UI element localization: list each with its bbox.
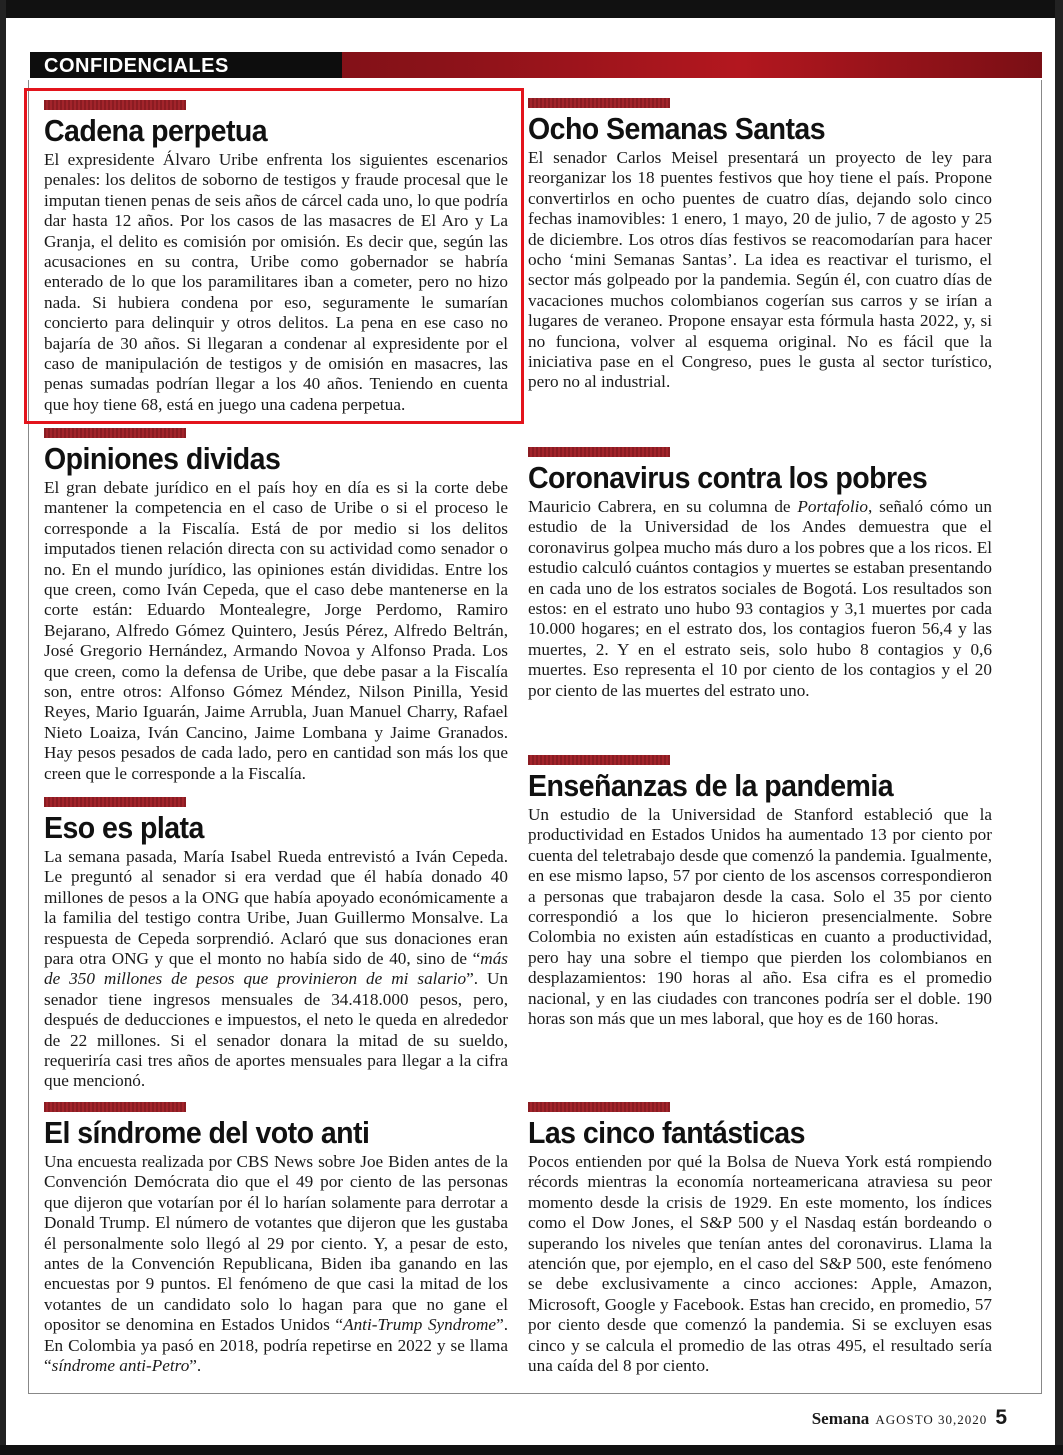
article-body: Un estudio de la Universidad de Stanford estableció que la productividad en Estados Unidos ha aumentado 13 por ciento por cuenta del teletrabajo desde que comenzó la pandemia. Igualmente, en ese mismo lapso, 57 por ciento de los ascensos correspondieron a personas que trabajaron desde la casa. Solo el 35 por ciento correspondió a los que lo hicieron presencialmente. Sobre Colombia no existen aún estadísticas en cuanto a productividad, pero hay una sobre el tiempo que pierden los colombianos en desplazamientos: 190 horas al año. Esa cifra es el promedio nacional, y en las ciudades con trancones podría ser el doble. 190 horas son más que un mes laboral, que hoy es de 160 horas.: [528, 805, 992, 1029]
page-number: 5: [995, 1406, 1007, 1429]
article-accent-bar: [528, 447, 670, 457]
scan-border-top: [0, 0, 1063, 18]
article-title: Las cinco fantásticas: [528, 1115, 805, 1150]
article-ensenanzas-pandemia: [528, 755, 992, 1029]
article-accent-bar: [44, 428, 186, 438]
body-quote: más de 350 millones de pesos que provinieron de mi salario: [44, 949, 508, 989]
article-title: El síndrome del voto anti: [44, 1115, 370, 1150]
article-body: [44, 847, 508, 1092]
article-body: [44, 1152, 508, 1376]
scan-border-bottom: [0, 1445, 1063, 1455]
article-body: Pocos entienden por qué la Bolsa de Nueva York está rompiendo récords mientras la economía norteamericana atraviesa su peor momento desde la crisis de 1929. En este momento, los índices como el Dow Jones, el S&P 500 y el Nasdaq están bordeando o superando los niveles que tenían antes del coronavirus. Llama la atención que, por ejemplo, en el caso del S&P 500, este fenómeno se debe exclusivamente a cinco acciones: Apple, Amazon, Microsoft, Google y Facebook. Estas han crecido, en promedio, 57 por ciento desde que comenzó la pandemia. Si se excluyen esas cinco y se calcula el promedio de las otras 495, el resultado sería una caída del 8 por ciento.: [528, 1152, 992, 1376]
article-title: Opiniones dividas: [44, 441, 281, 476]
article-body: El gran debate jurídico en el país hoy en día es si la corte debe mantener la competencia en el caso de Uribe o si el proceso le corresponde a la Fiscalía. Está de por medio si los delitos imputados tienen relación directa con su actividad como senador o no. En el mundo jurídico, las opiniones están divididas. Entre los que creen, como Iván Cepeda, que el caso debe mantenerse en la corte están: Eduardo Montealegre, Jorge Perdomo, Ramiro Bejarano, Alfredo Gómez Quintero, Jesús Pérez, Alfredo Beltrán, José Gregorio Hernández, Armando Novoa y Alfonso Prada. Los que creen, como la defensa de Uribe, que debe pasar a la Fiscalía son, entre otros: Alfonso Gómez Méndez, Nilson Pinilla, Yesid Reyes, Mario Iguarán, Jaime Arrubla, Juan Manuel Charry, Rafael Nieto Loaiza, Iván Cancino, Jaime Lombana y Jaime Granados. Hay pesos pesados de cada lado, pero en cantidad son más los que creen que le corresponde a la Fiscalía.: [44, 478, 508, 783]
article-eso-es-plata: [44, 797, 508, 1092]
article-body: [528, 497, 992, 701]
article-accent-bar: [528, 98, 670, 108]
article-body: El expresidente Álvaro Uribe enfrenta los siguientes escenarios penales: los delitos de soborno de testigos y fraude procesal que le imputan tienen penas de seis años de cárcel cada uno, lo que podría dar hasta 12 años. Por los casos de las masacres de El Aro y La Granja, el delito es comisión por omisión. Es decir que, según las acusaciones en su contra, Uribe como gobernador se habría enterado de lo que los paramilitares iban a cometer, pero no hizo nada. Si hubiera condena por eso, seguramente le sumarían concierto para delinquir y otros delitos. La pena en ese caso no bajaría de 30 años. Si llegaran a condenar al expresidente por el caso de manipulación de testigos y de omisión en masacres, las penas sumadas podrían llegar a los 40 años. Teniendo en cuenta que hoy tiene 68, está en juego una cadena perpetua.: [44, 150, 508, 414]
article-opiniones-dividas: [44, 428, 508, 784]
section-header-label: CONFIDENCIALES: [44, 55, 229, 77]
body-quote: Anti-Trump Syndrome: [343, 1315, 497, 1335]
scan-border-right: [1055, 0, 1063, 1455]
body-text: Mauricio Cabrera, en su columna de: [528, 497, 798, 516]
article-body: El senador Carlos Meisel presentará un proyecto de ley para reorganizar los 18 puentes festivos que hoy tiene el país. Propone convertirlos en ocho puentes de cuatro días, dejando solo cinco fechas inamovibles: 1 enero, 1 mayo, 20 de julio, 7 de agosto y 25 de diciembre. Los otros días festivos se reacomodarían para hacer ocho ‘mini Semanas Santas’. La idea es reactivar el turismo, el sector más golpeado por la pandemia. Según él, con cuatro días de vacaciones muchos colombianos cogerían sus carros y se irían a lugares de veraneo. Propone ensayar esta fórmula hasta 2022, y, si no funciona, volver al esquema original. No es fácil que la iniciativa pase en el Congreso, pues le gusta al sector turístico, pero no al industrial.: [528, 148, 992, 392]
body-text: , señaló cómo un estudio de la Universidad de los Andes demuestra que el coronavirus golpea mucho más duro a los pobres que a los ricos. El estudio calculó cuántos contagios y muertes se estaban presentando en cada uno de los estratos sociales de Bogotá. Los resultados son estos: en el estrato uno hubo 93 contagios y 3,1 muertes por cada 10.000 hogares; en el estrato dos, los contagios fueron 56,4 y las muertes, 2. Y en el estrato seis, solo hubo 8 contagios y 0,6 muertes. Eso representa el 10 por ciento de los contagios y el 20 por ciento de las muertes del estrato uno.: [528, 497, 992, 700]
body-publication: Portafolio: [797, 497, 869, 516]
article-accent-bar: [528, 755, 670, 765]
article-ocho-semanas-santas: [528, 98, 992, 393]
article-title: Ocho Semanas Santas: [528, 111, 826, 146]
article-accent-bar: [44, 797, 186, 807]
body-text: ”. Un senador tiene ingresos mensuales de 34.418.000 pesos, pero, después de deducciones e impuestos, el neto le queda en alrededor de 22 millones. Si el senador donara la mitad de su sueldo, requeriría casi tres años de aportes mensuales para llegar a la cifra que mencionó.: [44, 969, 508, 1091]
body-text: Una encuesta realizada por CBS News sobre Joe Biden antes de la Convención Demócrata dio que el 49 por ciento de las personas que dijeron que votarían por él lo harían solamente para derrotar a Donald Trump. El número de votantes que dijeron que les gustaba él personalmente solo llegó al 29 por ciento. Y, a pesar de esto, antes de la Convención Republicana, Biden iba ganando en las encuestas por 9 puntos. El fenómeno de que casi la mitad de los votantes de un candidato solo lo hagan para que no gane el opositor se denomina en Estados Unidos “: [44, 1152, 508, 1335]
page-footer: [812, 1406, 1007, 1430]
highlight-box: [24, 88, 524, 424]
body-text: ”.: [189, 1356, 202, 1376]
magazine-name: Semana: [811, 1409, 870, 1428]
article-title: Eso es plata: [44, 810, 204, 845]
article-title: Coronavirus contra los pobres: [528, 460, 928, 495]
article-coronavirus-pobres: [528, 447, 992, 701]
article-sindrome-voto-anti: [44, 1102, 508, 1376]
body-text: ”. En Colombia ya pasó en 2018, podría repetirse en 2022 y se llama “: [44, 1315, 508, 1376]
article-accent-bar: [44, 1102, 186, 1112]
article-cinco-fantasticas: [528, 1102, 992, 1376]
article-title: Enseñanzas de la pandemia: [528, 768, 894, 803]
article-accent-bar: [528, 1102, 670, 1112]
scan-border-left: [0, 0, 6, 1455]
article-title: Cadena perpetua: [44, 113, 268, 148]
body-text: La semana pasada, María Isabel Rueda entrevistó a Iván Cepeda. Le preguntó al senador si era verdad que él había donado 40 millones de pesos a la ONG que había apoyado económicamente a la familia del testigo contra Uribe, Juan Guillermo Monsalve. La respuesta de Cepeda sorprendió. Aclaró que sus donaciones eran para otra ONG y que el monto no había sido de 40, sino de “: [44, 847, 508, 969]
issue-date: AGOSTO 30,2020: [875, 1412, 988, 1427]
body-quote: síndrome anti-Petro: [51, 1356, 190, 1376]
